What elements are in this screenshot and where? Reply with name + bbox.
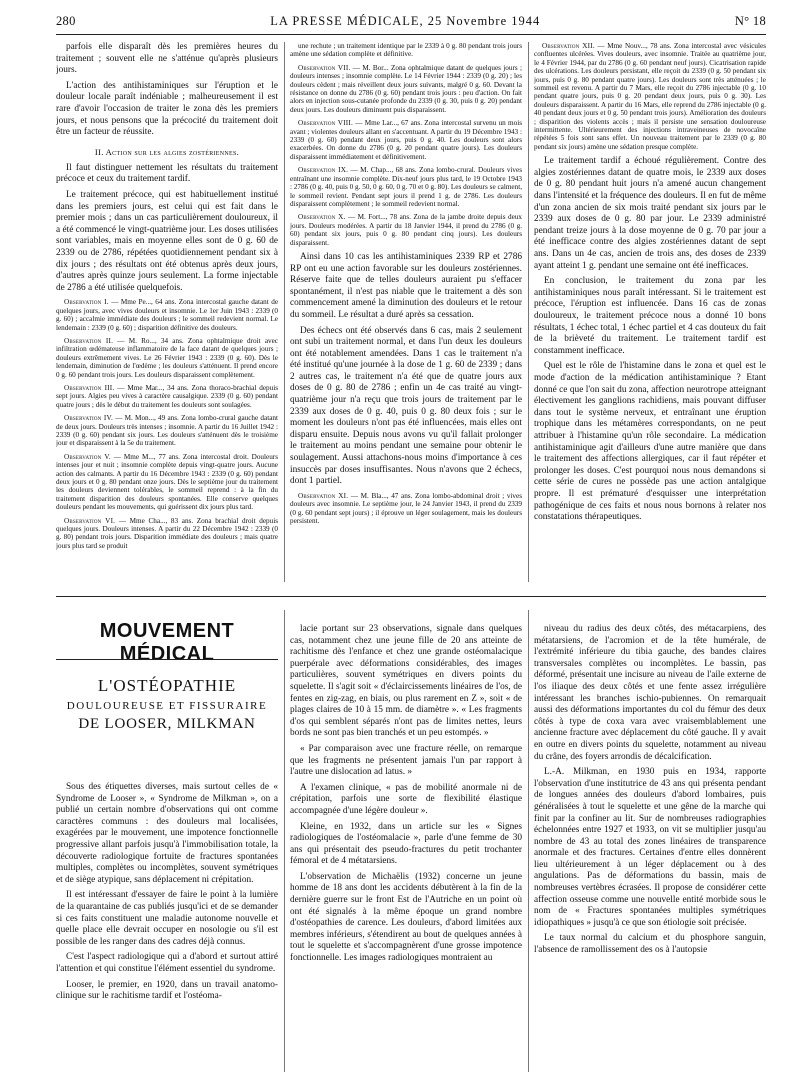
- observation-label: Observation XII.: [542, 42, 595, 50]
- journal-title: LA PRESSE MÉDICALE, 25 Novembre 1944: [270, 14, 541, 28]
- observation-label: Observation IX.: [298, 166, 349, 175]
- body-paragraph: Il faut distinguer nettement les résultats du traitement précoce et ceux du traitement tardif.: [56, 162, 278, 185]
- article-column-3: [534, 624, 766, 1074]
- observation-label: Observation III.: [64, 383, 115, 392]
- article-paragraph: C'est l'aspect radiologique qui a d'abord et surtout attiré l'attention et qui constitue l'élément essentiel du syndrome.: [56, 952, 278, 974]
- body-paragraph: En conclusion, le traitement du zona par les antihistaminiques nous paraît intéressant. Si le traitement est précoce, l'éruption est influencée. Dans 16 cas de zonas douloureux, le traitement précoce nous a donné 10 bons résultats, 1 échec total, 1 échec partiel et 4 cas douteux du fait de la brièveté du traitement. Le traitement tardif est constamment inefficace.: [534, 276, 766, 356]
- section-heading: MOUVEMENT MÉDICAL: [99, 620, 235, 665]
- observation-text: — Mme Pe..., 64 ans. Zona intercostal gauche datant de quelques jours, avec vives douleurs et insomnie. Le 1er Juin 1943 : 2339 (0 g. 60) ; accalmie immédiate des douleurs ; le sommeil redevient normal. Le lendemain : 2339 (0 g. 60) ; disparition définitive des douleurs.: [56, 298, 278, 332]
- body-paragraph: Le traitement tardif a échoué régulièrement. Contre des algies zostériennes datant de quatre mois, le 2339 aux doses de 0 g. 80 pendant huit jours n'a amené aucun changement dans l'intensité et la fréquence des douleurs. Il en fut de même d'un zona ancien de six mois traité pendant six jours par le 2339 aux doses de 0 g. 80 par jour. Le 2339 administré pendant treize jours à la dose moyenne de 0 g. 70 par jour a été inefficace contre des algies zostériennes datant de sept ans. Dans un 4e cas, ancien de trois ans, des doses de 2339 ayant atteint 1 g. pendant une semaine ont été inefficaces.: [534, 156, 766, 271]
- body-paragraph: L'action des antihistaminiques sur l'éruption et le douleur locale paraît indéniable ; malheureusement il est rare d'avoir l'occasion de traiter le zona dès les premiers jours, et nous pensons que la précocité du traitement doit être un facteur de réussite.: [56, 80, 278, 138]
- observation-paragraph: [290, 166, 522, 208]
- observation-label: Observation V.: [64, 452, 111, 461]
- issue-number: N° 18: [734, 14, 766, 28]
- observation-paragraph: [290, 213, 522, 247]
- article-paragraph: Il est intéressant d'essayer de faire le point à la lumière de la quarantaine de cas publiés jusqu'ici et de se demander si ces faits constituent une maladie autonome nouvelle et quelle place elle devrait occuper en nosologie ou s'il est possible de les ranger dans des cadres déjà connus.: [56, 890, 278, 947]
- observation-label: Observation I.: [64, 298, 109, 307]
- observation-label: Observation XI.: [298, 491, 349, 500]
- top-column-2: [290, 42, 522, 582]
- body-paragraph: parfois elle disparaît dès les premières heures du traitement ; souvent elle ne s'atténue qu'après plusieurs jours.: [56, 42, 278, 76]
- observation-label: Observation VII.: [298, 63, 351, 72]
- observation-paragraph: [290, 119, 522, 161]
- article-column-1: [56, 782, 278, 1072]
- section-divider: [56, 596, 766, 597]
- observation-label: Observation X.: [298, 213, 346, 222]
- observation-text: — Mme M..., 77 ans. Zona intercostal droit. Douleurs intenses jour et nuit ; insomnie complète depuis vingt-quatre jours. Aucune action des calmants. A partir du 16 Décembre 1943 : 2339 (0 g. 60) pendant deux jours et 0 g. 80 pendant onze jours. Dès le septième jour du traitement les douleurs deviennent tolérables, le sommeil reprend : à la fin du traitement disparition des douleurs spontanées. Elle conserve quelques douleurs pendant les mouvements, qui guérissent dix jours plus tard.: [56, 452, 278, 512]
- column-divider: [284, 42, 285, 582]
- article-paragraph: Le taux normal du calcium et du phosphore sanguin, l'absence de ramollissement des os à l'autopsie: [534, 933, 766, 956]
- body-paragraph: Le traitement précoce, qui est habituellement institué dans les premiers jours, est celui qui est fait dans le premier mois ; dans un cas particulièrement douloureux, il a été commencé le vingt-quatrième jour. Les doses utilisées sont variables, mais en moyenne elles sont de 0 g. 60 de 2339 ou de 2786, répétées quotidiennement pendant six à dix jours ; des résultats ont été obtenus après deux jours, d'autres après quinze jours seulement. La forme injectable de 2786 a été utilisée quelquefois.: [56, 189, 278, 293]
- column-divider: [528, 42, 529, 582]
- observation-paragraph: [290, 492, 522, 526]
- observation-paragraph: [290, 42, 522, 59]
- observation-text: une rechute ; un traitement identique par le 2339 à 0 g. 80 pendant trois jours amène une sédation complète et définitive.: [290, 42, 522, 59]
- observation-text: — Mme Lar..., 67 ans. Zona intercostal survenu un mois avant ; violentes douleurs allant en s'accentuant. A partir du 19 Décembre 1943 : 2339 (0 g. 60) pendant deux jours, puis 0 g. 40. Les douleurs sont alors exacerbées. On donne du 2786 (0 g. 20 pendant quatre jours). Les douleurs disparaissent immédiatement et définitivement.: [290, 119, 522, 161]
- observation-paragraph: [56, 298, 278, 332]
- observation-paragraph: [56, 337, 278, 379]
- body-paragraph: Ainsi dans 10 cas les antihistaminiques 2339 RP et 2786 RP ont eu une action favorable sur les douleurs zostériennes. Réserve faite que de telles douleurs auraient pu s'effacer spontanément, il n'est pas niable que le traitement a dès son commencement amené la diminution des douleurs et le retour du sommeil. Le résultat a duré après sa cessation.: [290, 251, 522, 320]
- article-paragraph: Kleine, en 1932, dans un article sur les « Signes radiologiques de l'ostéomalacie », parle d'une femme de 30 ans qui présentait des pseudo-fractures du petit trochanter fémoral et de 4 métatarsiens.: [290, 821, 522, 867]
- article-title-line2: DOULOUREUSE ET FISSURAIRE: [66, 700, 268, 712]
- observation-paragraph: [290, 64, 522, 114]
- article-title: [56, 676, 278, 733]
- observation-label: Observation II.: [64, 336, 114, 345]
- observation-text: — Mme Mar..., 34 ans. Zona thoraco-brachial depuis sept jours. Algies peu vives à caractère causalgique. 2339 (0 g. 60) pendant quatre jours ; dès le début du traitement les douleurs sont soulagées.: [56, 383, 278, 409]
- observation-paragraph: [56, 384, 278, 409]
- article-paragraph: Looser, le premier, en 1920, dans un travail anatomo-clinique sur le rachitisme tardif et l'ostéoma-: [56, 979, 278, 1002]
- column-divider: [284, 610, 285, 1072]
- observation-label: Observation IV.: [64, 414, 113, 423]
- observation-label: Observation VI.: [64, 516, 116, 525]
- body-paragraph: Des échecs ont été observés dans 6 cas, mais 2 seulement ont subi un traitement normal, et dans l'un deux les douleurs ont été notablement amendées. Dans 1 cas le traitement n'a été institué qu'une journée à la dose de 1 g. 60 de 2339 ; dans 2 autres cas, le traitement n'a été que de quatre jours aux doses de 0 g. 80 de 2786 ; enfin un 4e cas traité au vingt-quatrième jour n'a reçu que trois jours de traitement par le 2339 aux doses de 0 g. 40, puis 0 g. 80 deux fois ; sur le moment les douleurs n'ont pas été influencées, mais elles ont disparu ensuite. Depuis nous avons vu qu'il fallait prolonger le traitement au moins pendant une semaine pour obtenir le soulagement. Aussi attachons-nous moins d'importance à ces insuccès par doses insuffisantes. Nous n'avons que 2 échecs, dont 1 partiel.: [290, 325, 522, 487]
- article-paragraph: A l'examen clinique, « pas de mobilité anormale ni de crépitation, parfois une sorte de flexibilité élastique accompagnée d'une légère douleur ».: [290, 782, 522, 816]
- article-title-line1: L'OSTÉOPATHIE: [97, 676, 237, 695]
- observation-text: — M. Bor... Zona ophtalmique datant de quelques jours ; douleurs intenses ; insomnie complète. Le 14 Février 1944 : 2339 (0 g. 20) ; les douleurs cèdent ; mais réveillent deux jours suivants, malgré 0 g. 60. Devant la résistance on donne du 2786 (0 g. 60) pendant trois jours : peu d'action. On fait alors en injection sous-cutanée profonde du 2339 (0 g. 30, puis 0 g. 20) pendant deux jours. Les douleurs diminuent puis disparaissent.: [290, 63, 522, 114]
- heading-rule: [56, 659, 278, 660]
- observation-text: — M. Chap..., 68 ans. Zona lombo-crural. Douleurs vives entraînant une insomnie complète. Dix-neuf jours plus tard, le 19 Octobre 1943 : 2786 (0 g. 40, puis 0 g. 50, 0 g. 60, 0 g. 70 et 0 g. 80). Les douleurs se calment, le sommeil revient. Pendant sept jours il prend 1 g. de 2786. Les douleurs disparaissent complètement ; le sommeil redevient normal.: [290, 166, 522, 208]
- observation-text: — M. Mon..., 49 ans. Zona lombo-crural gauche datant de deux jours. Douleurs très intenses ; insomnie. A partir du 16 Juillet 1942 : 2339 (0 g. 60) pendant six jours. Les douleurs s'atténuent dès le troisième jour et disparaissent à la 5e du traitement.: [56, 414, 278, 448]
- article-paragraph: lacie portant sur 23 observations, signale dans quelques cas, notamment chez une jeune fille de 20 ans atteinte de rachitisme dès l'enfance et chez une grande ostéomalacique puerpérale avec déformations considérables, des images particulières, souvent symétriques en divers points du squelette. Il s'agit soit « d'éclaircissements linéaires de l'os, de fentes en zig-zag, en biais, ou plus rarement en Z », soit « de plages claires de 10 à 15 mm. de diamètre ». « Les fragments d'os qui semblent séparés n'ont pas de limites nettes, leurs bords ne sont pas bien tranchés et un peu estompés. »: [290, 624, 522, 739]
- observation-text: — M. Bla..., 47 ans. Zona lombo-abdominal droit ; vives douleurs avec insomnie. Le septième jour, le 24 Janvier 1943, il prend du 2339 (0 g. 60 pendant sept jours) ; il éprouve un léger soulagement, mais les douleurs persistent.: [290, 491, 522, 526]
- page-header: [56, 14, 766, 35]
- observation-text: — Mme Cha..., 83 ans. Zona brachial droit depuis quelques jours. Douleurs intenses. A partir du 22 Décembre 1942 : 2339 (0 g. 80) pendant trois jours. Disparition immédiate des douleurs ; mais quatre jours plus tard se produit: [56, 516, 278, 550]
- body-paragraph: Quel est le rôle de l'histamine dans le zona et quel est le mode d'action de la médication antihistaminique ? Etant donné ce que l'on sait du zona, affection neurotrope atteignant électivement les ganglions rachidiens, mais pouvant diffuser dans tout le système nerveux, et entraînant une éruption trophique dans les métamères correspondants, on ne peut attribuer à l'histamine qu'un rôle secondaire. La médication antihistaminique agit d'ailleurs d'une autre manière que dans le traitement des affections allergiques, car il faut répéter et prolonger les doses. C'est pourquoi nous nous demandons si cette série de cures ne possède pas une action antalgique propre. Il est prématuré d'esquisser une interprétation pathogénique de ces faits et nous nous bornons à relater nos constatations thérapeutiques.: [534, 361, 766, 523]
- article-paragraph: « Par comparaison avec une fracture réelle, on remarque que les fragments ne présentent jamais l'un par rapport à l'autre une dislocation ad latus. »: [290, 743, 522, 778]
- page-number: 280: [56, 14, 76, 28]
- article-paragraph: L'observation de Michaëlis (1932) concerne un jeune homme de 18 ans dont les accidents débutèrent à la fin de la dernière guerre sur le front Est de l'Autriche en un point où ont été signalés à la même époque un grand nombre d'ostéopathies de carence. Les douleurs, d'abord limitées aux membres inférieurs, s'étendirent au bout de quelques années à tout le squelette et s'accompagnèrent d'une grosse impotence fonctionnelle. Les images radiologiques montraient au: [290, 871, 522, 964]
- observation-label: Observation VIII.: [298, 119, 353, 128]
- observation-text: — M. Ro..., 34 ans. Zona ophtalmique droit avec infiltration œdémateuse inflammatoire de la face datant de quelques jours ; douleurs extrêmement vives. Le 26 Février 1943 : 2339 (0 g. 60). Dès le lendemain, diminution de l'œdème ; les douleurs s'atténuent. Il prend encore 0 g. 60 pendant trois jours. Les douleurs disparaissent complètement.: [56, 336, 278, 379]
- observation-paragraph: [56, 414, 278, 448]
- section-subheading: II. Action sur les algies zostériennes.: [94, 146, 240, 157]
- top-column-1: [56, 42, 278, 582]
- article-paragraph: L.-A. Milkman, en 1930 puis en 1934, rapporte l'observation d'une institutrice de 43 ans qui présenta pendant de longues années des douleurs d'abord lombaires, puis généralisées à tout le squelette et une gêne de la marche qui finit par la confiner au lit. Sur de nombreuses radiographies échelonnées entre 1927 et 1933, on vit se multiplier jusqu'au nombre de 43 au total des zones linéaires de transparence anormale et des fractures. Certaines d'entre elles donnèrent lieu ultérieurement à un léger déplacement ou à des angulations. Pas de déformations du bassin, mais de nombreuses vertèbres écrasées. Il propose de considérer cette affection osseuse comme une nouvelle entité morbide sous le nom de « Fractures spontanées multiples symétriques idiopathiques » jusqu'à ce que son étiologie soit précisée.: [534, 767, 766, 928]
- article-title-line3: DE LOOSER, MILKMAN: [78, 716, 256, 732]
- observation-text: — Mme Nouv..., 78 ans. Zona intercostal avec vésicules confluentes ulcérées. Vives douleurs, avec insomnie. Traitée au quatrième jour, le 4 Février 1944, par du 2786 (0 g. 60 pendant neuf jours). Cicatrisation rapide des ulcérations. Les douleurs persistant, elle reçoit du 2339 (0 g. 50 pendant six jours, puis 0 g. 80 pendant quatre jours). Les douleurs sont très atténuées ; le sommeil est revenu. A partir du 7 Mars, elle reçoit du 2786 injectable (0 g. 10 pendant quatre jours, puis 0 g. 20 pendant deux jours, puis 0 g. 30). Les douleurs disparaissent. A partir du 16 Mars, elle reprend du 2786 injectable (0 g. 40 pendant deux jours et 0 g. 50 pendant trois jours). Amélioration des douleurs ; disparition des violents accès ; mais il persiste une sensation douloureuse intermittente. Ultérieurement des injections intraveineuses de novocaïne répétées 5 fois sont sans effet. Un nouveau traitement par le 2339 (0 g. 80 pendant six jours) amène une sédation presque complète.: [534, 42, 766, 151]
- article-paragraph: Sous des étiquettes diverses, mais surtout celles de « Syndrome de Looser », « Syndrome de Milkman », on a publié un certain nombre d'observations qui ont comme caractères communs : des douleurs mal localisées, exagérées par le mouvement, une impotence fonctionnelle progressive allant parfois jusqu'à l'immobilisation totale, la découverte radiologique fortuite de fractures spontanées multiples, complètes ou incomplètes, souvent symétriques et de siège atypique, sans déplacement ni crépitation.: [56, 782, 278, 885]
- top-column-3: [534, 42, 766, 582]
- article-column-2: [290, 624, 522, 1074]
- column-divider: [528, 610, 529, 1072]
- observation-paragraph: [56, 453, 278, 512]
- observation-text: — M. Fort..., 78 ans. Zona de la jambe droite depuis deux jours. Douleurs modérées. A partir du 18 Janvier 1944, il prend du 2786 (0 g. 60) pendant six jours, puis 0 g. 80 pendant cinq jours). Les douleurs disparaissent.: [290, 213, 522, 247]
- article-paragraph: niveau du radius des deux côtés, des métacarpiens, des métatarsiens, de l'acromion et de la tête humérale, de l'extrémité inférieure du tibia gauche, des bandes claires transversales complètes ou incomplètes. Le bassin, pas déformé, présentait une incisure au niveau de l'aile externe de l'os iliaque des deux côtés et une fente assez irrégulière intéressant les branches ischio-pubiennes. On remarquait aussi des déformations importantes du col du fémur des deux côtés à type de coxa vara avec vraisemblablement une ancienne fracture avec déplacement du côté gauche. Il y avait en outre en divers points du squelette, notamment au niveau du crâne, des foyers arrondis de décalcification.: [534, 624, 766, 762]
- observation-paragraph: [56, 517, 278, 551]
- observation-paragraph: [534, 42, 766, 151]
